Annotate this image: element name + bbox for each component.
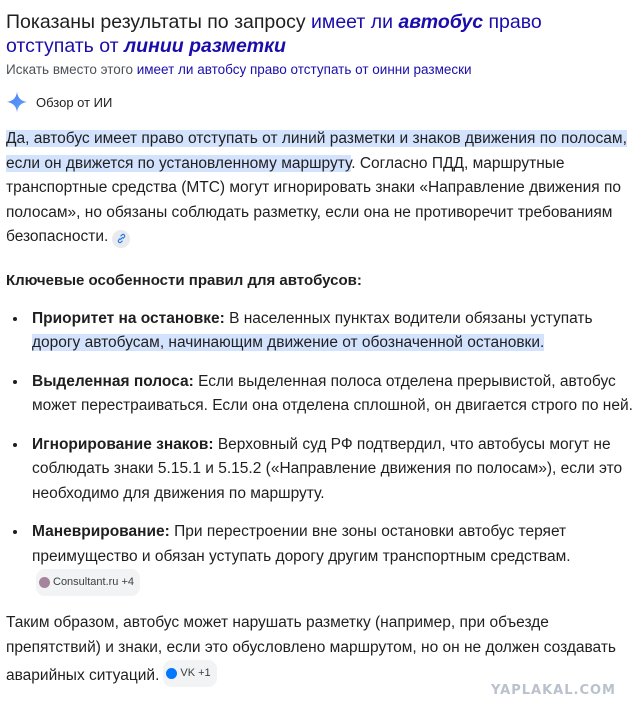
ai-overview-label: Обзор от ИИ: [36, 94, 113, 110]
original-query-link[interactable]: имеет ли автобсу право отступать от оинни размески: [136, 62, 472, 77]
source-chip-label: Consultant.ru +4: [53, 576, 135, 588]
list-item: [28, 307, 634, 356]
list-item: [28, 433, 634, 507]
item-title: Игнорирование знаков:: [32, 435, 214, 453]
list-item: [28, 370, 634, 419]
consultant-favicon-icon: [39, 577, 50, 588]
query-correction-title: [6, 10, 634, 58]
source-chip-vk[interactable]: [163, 660, 216, 687]
conclusion-paragraph: [6, 611, 634, 688]
watermark: YAPLAKAL.COM: [491, 683, 616, 698]
item-title: Приоритет на остановке:: [32, 309, 225, 327]
search-instead: [6, 62, 634, 77]
intro-highlighted: Да, автобус имеет право отступать от линий разметки и знаков движения по полосам, если он движется по установленному маршруту: [6, 130, 627, 172]
corrected-query-link[interactable]: имеет ли автобус право отступать от линии разметки: [6, 11, 542, 57]
link-icon: [116, 233, 127, 244]
conclusion-text: Таким образом, автобус может нарушать разметку (например, при объезде препятствий) и знаки, если это обусловлено маршрутом, но он не должен создавать аварийных ситуаций.: [6, 614, 617, 684]
source-link-button[interactable]: [112, 230, 130, 248]
item-highlighted: дорогу автобусам, начинающим движение от обозначенной остановки.: [32, 334, 545, 351]
item-text: Верховный суд РФ подтвердил, что автобусы могут не соблюдать знаки 5.15.1 и 5.15.2 («Направление движения по полосам»), если это необходимо для движения по маршруту.: [32, 435, 623, 502]
query-prefix: Показаны результаты по запросу: [6, 11, 312, 33]
item-text: В населенных пунктах водители обязаны уступать: [224, 309, 593, 327]
source-chip-consultant[interactable]: [36, 569, 140, 596]
intro-paragraph: [6, 127, 634, 250]
source-chip-label: VK +1: [180, 667, 211, 680]
subheading: Ключевые особенности правил для автобусов:: [6, 271, 362, 289]
ai-overview-header: [6, 91, 634, 113]
list-item: [28, 520, 634, 597]
item-text: При перестроении вне зоны остановки автобус теряет преимущество и обязан уступать дорогу другим транспортным средствам.: [32, 523, 571, 565]
search-instead-prefix: Искать вместо этого: [6, 62, 137, 77]
features-list: [6, 307, 634, 598]
item-title: Выделенная полоса:: [32, 372, 194, 390]
vk-favicon-icon: [166, 668, 177, 679]
item-text: Если выделенная полоса отделена прерывистой, автобус может перестраиваться. Если она отделена сплошной, он двигается строго по ней.: [32, 372, 633, 414]
gemini-sparkle-icon: [6, 91, 28, 113]
item-title: Маневрирование:: [32, 523, 170, 540]
intro-rest: . Согласно ПДД, маршрутные транспортные средства (МТС) могут игнорировать знаки «Направление движения по полосам», но обязаны соблюдать разметку, если она не противоречит требованиям безопасности.: [6, 154, 621, 245]
